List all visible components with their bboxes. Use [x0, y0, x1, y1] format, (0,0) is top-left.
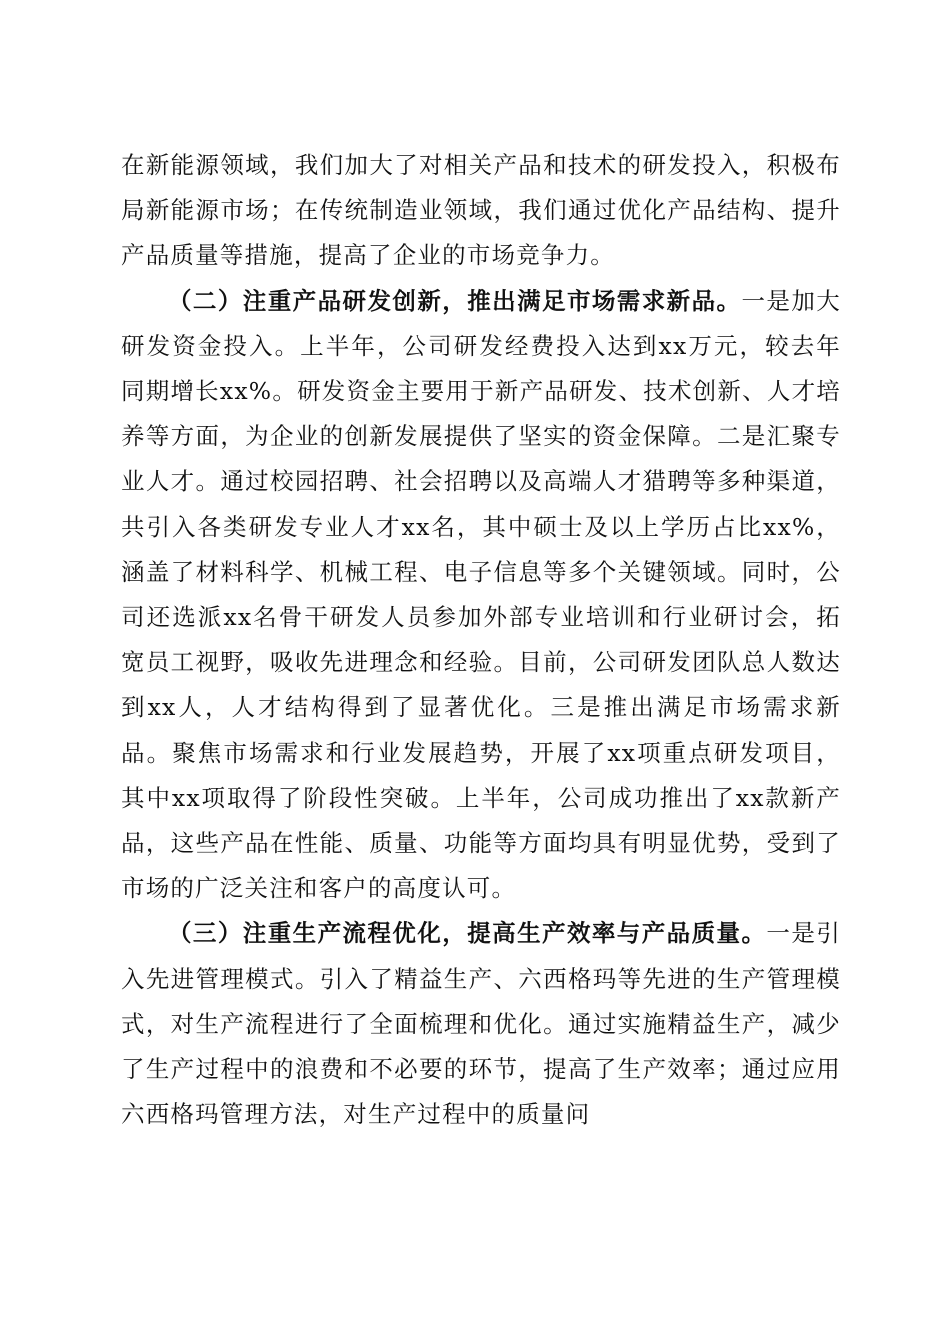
paragraph-1-text: 在新能源领域，我们加大了对相关产品和技术的研发投入，积极布局新能源市场；在传统制造业领域，我们通过优化产品结构、提升产品质量等措施，提高了企业的市场竞争力。 — [121, 151, 841, 270]
paragraph-2-text: 一是加大研发资金投入。上半年，公司研发经费投入达到xx万元，较去年同期增长xx%。研发资金主要用于新产品研发、技术创新、人才培养等方面，为企业的创新发展提供了坚实的资金保障。二是汇聚专业人才。通过校园招聘、社会招聘以及高端人才猎聘等多种渠道，共引入各类研发专业人才xx名，其中硕士及以上学历占比xx%，涵盖了材料科学、机械工程、电子信息等多个关键领域。同时，公司还选派xx名骨干研发人员参加外部专业培训和行业研讨会，拓宽员工视野，吸收先进理念和经验。目前，公司研发团队总人数达到xx人，人才结构得到了显著优化。三是推出满足市场需求新品。聚焦市场需求和行业发展趋势，开展了xx项重点研发项目，其中xx项取得了阶段性突破。上半年，公司成功推出了xx款新产品，这些产品在性能、质量、功能等方面均具有明显优势，受到了市场的广泛关注和客户的高度认可。 — [121, 286, 841, 903]
paragraph-2 — [121, 279, 841, 912]
section-2-heading: （二）注重产品研发创新，推出满足市场需求新品。 — [168, 286, 742, 315]
paragraph-1 — [121, 143, 841, 279]
section-3-heading: （三）注重生产流程优化，提高生产效率与产品质量。 — [168, 919, 767, 948]
body-text — [121, 143, 841, 1137]
paragraph-3-text: 一是引入先进管理模式。引入了精益生产、六西格玛等先进的生产管理模式，对生产流程进行了全面梳理和优化。通过实施精益生产，减少了生产过程中的浪费和不必要的环节，提高了生产效率；通过应用六西格玛管理方法，对生产过程中的质量问 — [121, 919, 841, 1129]
paragraph-3 — [121, 911, 841, 1137]
